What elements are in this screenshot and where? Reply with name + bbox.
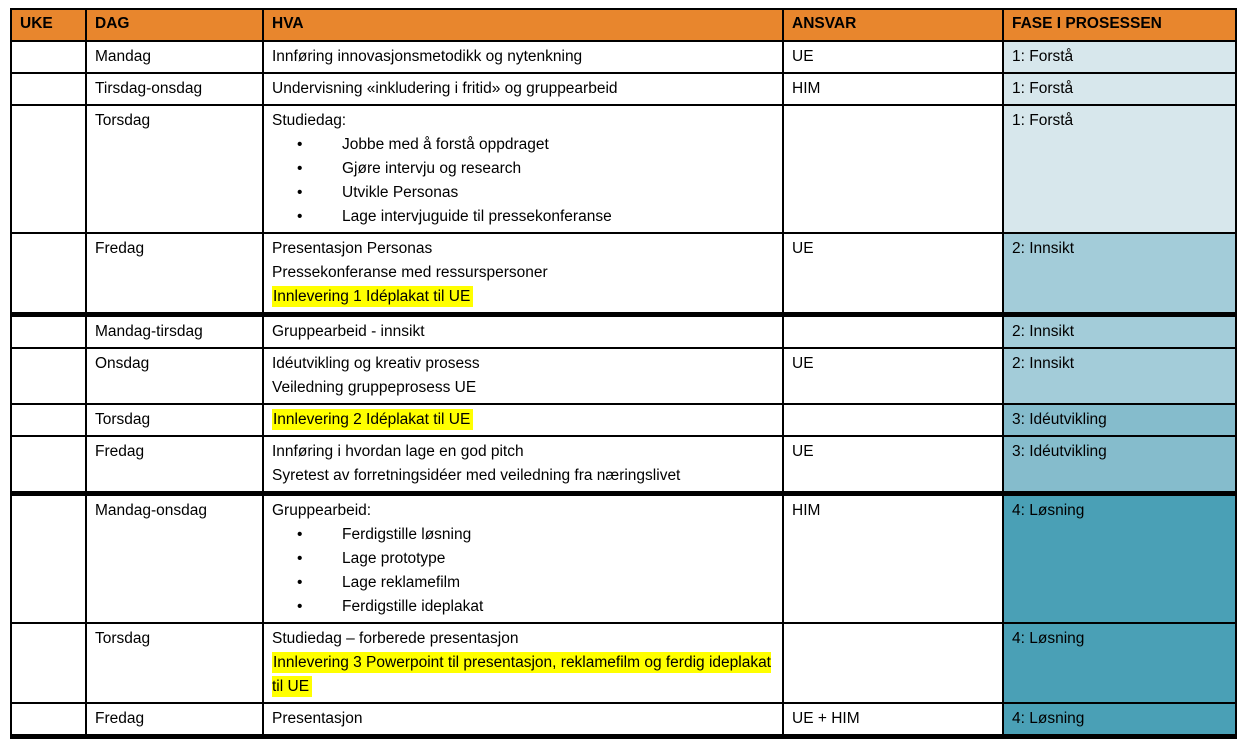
cell-fase: 1: Forstå bbox=[1003, 41, 1236, 73]
cell-dag: Fredag bbox=[86, 233, 263, 315]
column-header-dag: DAG bbox=[86, 9, 263, 41]
cell-hva bbox=[263, 494, 783, 624]
cell-ansvar bbox=[783, 623, 1003, 703]
cell-ansvar: HIM bbox=[783, 73, 1003, 105]
highlighted-text: Innlevering 1 Idéplakat til UE bbox=[272, 286, 473, 307]
table-row bbox=[11, 703, 1236, 737]
bullet-item bbox=[272, 205, 774, 229]
bullet-icon: • bbox=[297, 598, 303, 615]
cell-dag: Torsdag bbox=[86, 404, 263, 436]
bullet-text: Ferdigstille løsning bbox=[342, 526, 472, 543]
cell-ansvar: UE + HIM bbox=[783, 703, 1003, 737]
table-row bbox=[11, 436, 1236, 494]
column-header-ansvar: ANSVAR bbox=[783, 9, 1003, 41]
table-row bbox=[11, 404, 1236, 436]
table-row bbox=[11, 494, 1236, 624]
hva-line: Innføring innovasjonsmetodikk og nytenkning bbox=[272, 48, 583, 65]
cell-ansvar: UE bbox=[783, 233, 1003, 315]
cell-dag: Mandag-onsdag bbox=[86, 494, 263, 624]
cell-hva bbox=[263, 105, 783, 233]
cell-dag: Torsdag bbox=[86, 623, 263, 703]
table-row bbox=[11, 233, 1236, 315]
cell-uke bbox=[11, 315, 86, 349]
bullet-text: Utvikle Personas bbox=[342, 184, 459, 201]
highlighted-text: Innlevering 3 Powerpoint til presentasjon, reklamefilm og ferdig ideplakat til UE bbox=[272, 654, 771, 695]
bullet-text: Lage prototype bbox=[342, 550, 446, 567]
hva-line: Presentasjon bbox=[272, 710, 363, 727]
cell-fase: 3: Idéutvikling bbox=[1003, 436, 1236, 494]
bullet-text: Lage intervjuguide til pressekonferanse bbox=[342, 208, 612, 225]
highlighted-text: Innlevering 2 Idéplakat til UE bbox=[272, 409, 473, 430]
cell-uke bbox=[11, 623, 86, 703]
cell-dag: Fredag bbox=[86, 436, 263, 494]
bullet-text: Gjøre intervju og research bbox=[342, 160, 522, 177]
bullet-icon: • bbox=[297, 550, 303, 567]
table-row bbox=[11, 41, 1236, 73]
hva-line bbox=[272, 285, 774, 309]
bullet-icon: • bbox=[297, 574, 303, 591]
bullet-icon: • bbox=[297, 526, 303, 543]
hva-line: Pressekonferanse med ressurspersoner bbox=[272, 264, 548, 281]
cell-ansvar bbox=[783, 105, 1003, 233]
hva-line: Gruppearbeid - innsikt bbox=[272, 323, 425, 340]
bullet-icon: • bbox=[297, 184, 303, 201]
cell-uke bbox=[11, 494, 86, 624]
cell-ansvar: UE bbox=[783, 348, 1003, 404]
bullet-icon: • bbox=[297, 160, 303, 177]
cell-dag: Mandag-tirsdag bbox=[86, 315, 263, 349]
cell-uke bbox=[11, 436, 86, 494]
schedule-table bbox=[10, 8, 1237, 739]
hva-line: Undervisning «inkludering i fritid» og gruppearbeid bbox=[272, 80, 618, 97]
column-header-uke: UKE bbox=[11, 9, 86, 41]
bullet-item bbox=[272, 571, 774, 595]
cell-fase: 2: Innsikt bbox=[1003, 233, 1236, 315]
cell-uke bbox=[11, 73, 86, 105]
cell-ansvar: UE bbox=[783, 41, 1003, 73]
cell-ansvar: UE bbox=[783, 436, 1003, 494]
bullet-item bbox=[272, 547, 774, 571]
cell-uke bbox=[11, 703, 86, 737]
cell-uke bbox=[11, 233, 86, 315]
cell-fase: 4: Løsning bbox=[1003, 494, 1236, 624]
hva-line: Gruppearbeid: bbox=[272, 502, 372, 519]
bullet-icon: • bbox=[297, 208, 303, 225]
cell-dag: Mandag bbox=[86, 41, 263, 73]
cell-fase: 1: Forstå bbox=[1003, 73, 1236, 105]
bullet-item bbox=[272, 133, 774, 157]
table-row bbox=[11, 623, 1236, 703]
hva-line: Presentasjon Personas bbox=[272, 240, 433, 257]
cell-uke bbox=[11, 404, 86, 436]
cell-ansvar bbox=[783, 315, 1003, 349]
bullet-item bbox=[272, 181, 774, 205]
cell-hva bbox=[263, 73, 783, 105]
cell-uke bbox=[11, 41, 86, 73]
hva-line bbox=[272, 651, 774, 699]
cell-hva bbox=[263, 41, 783, 73]
bullet-item bbox=[272, 523, 774, 547]
cell-dag: Fredag bbox=[86, 703, 263, 737]
cell-hva bbox=[263, 404, 783, 436]
cell-hva bbox=[263, 315, 783, 349]
cell-fase: 2: Innsikt bbox=[1003, 348, 1236, 404]
cell-hva bbox=[263, 348, 783, 404]
hva-line: Syretest av forretningsidéer med veiledning fra næringslivet bbox=[272, 467, 681, 484]
cell-hva bbox=[263, 623, 783, 703]
bullet-text: Ferdigstille ideplakat bbox=[342, 598, 484, 615]
hva-line bbox=[272, 408, 774, 432]
cell-ansvar bbox=[783, 404, 1003, 436]
cell-fase: 1: Forstå bbox=[1003, 105, 1236, 233]
cell-fase: 3: Idéutvikling bbox=[1003, 404, 1236, 436]
bullet-item bbox=[272, 595, 774, 619]
column-header-hva: HVA bbox=[263, 9, 783, 41]
cell-fase: 2: Innsikt bbox=[1003, 315, 1236, 349]
bullet-text: Lage reklamefilm bbox=[342, 574, 461, 591]
header-row bbox=[11, 9, 1236, 41]
cell-uke bbox=[11, 348, 86, 404]
hva-line: Studiedag: bbox=[272, 112, 347, 129]
cell-ansvar: HIM bbox=[783, 494, 1003, 624]
table-row bbox=[11, 315, 1236, 349]
bullet-icon: • bbox=[297, 136, 303, 153]
cell-fase: 4: Løsning bbox=[1003, 623, 1236, 703]
hva-line: Veiledning gruppeprosess UE bbox=[272, 379, 477, 396]
table-row bbox=[11, 73, 1236, 105]
bullet-item bbox=[272, 157, 774, 181]
hva-line: Idéutvikling og kreativ prosess bbox=[272, 355, 480, 372]
cell-dag: Onsdag bbox=[86, 348, 263, 404]
cell-hva bbox=[263, 436, 783, 494]
cell-uke bbox=[11, 105, 86, 233]
bullet-text: Jobbe med å forstå oppdraget bbox=[342, 136, 549, 153]
cell-hva bbox=[263, 703, 783, 737]
cell-hva bbox=[263, 233, 783, 315]
column-header-fase: FASE I PROSESSEN bbox=[1003, 9, 1236, 41]
cell-dag: Torsdag bbox=[86, 105, 263, 233]
hva-line: Studiedag – forberede presentasjon bbox=[272, 630, 519, 647]
cell-fase: 4: Løsning bbox=[1003, 703, 1236, 737]
table-row bbox=[11, 105, 1236, 233]
hva-line: Innføring i hvordan lage en god pitch bbox=[272, 443, 524, 460]
table-row bbox=[11, 348, 1236, 404]
cell-dag: Tirsdag-onsdag bbox=[86, 73, 263, 105]
